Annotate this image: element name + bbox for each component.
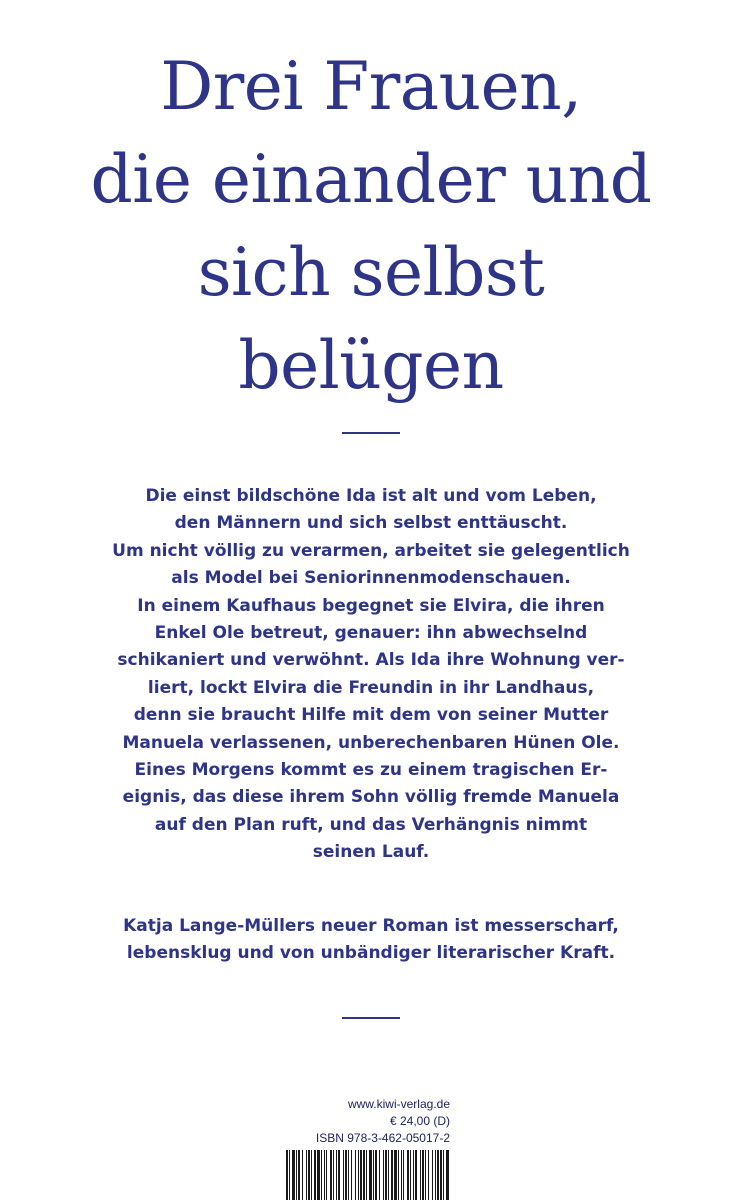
- price: € 24,00 (D): [389, 1114, 450, 1128]
- divider-bottom: [342, 1017, 400, 1019]
- isbn: ISBN 978-3-462-05017-2: [315, 1131, 450, 1145]
- blurb-line: Manuela verlassenen, unberechenbaren Hünen Ole.: [122, 732, 620, 753]
- tagline-text: [0, 913, 742, 968]
- headline-line: die einander und: [90, 141, 652, 218]
- blurb-line: Um nicht völlig zu verarmen, arbeitet sie gelegentlich: [112, 540, 630, 561]
- publisher-website: www.kiwi-verlag.de: [347, 1097, 450, 1111]
- blurb-line: In einem Kaufhaus begegnet sie Elvira, die ihren: [137, 595, 605, 616]
- headline-line: sich selbst: [197, 234, 545, 311]
- tagline-line: lebensklug und von unbändiger literarischer Kraft.: [126, 943, 616, 964]
- barcode: [286, 1150, 450, 1200]
- blurb-line: eignis, das diese ihrem Sohn völlig fremde Manuela: [122, 787, 620, 808]
- blurb-line: Eines Morgens kommt es zu einem tragischen Er-: [134, 760, 608, 781]
- divider-top: [342, 432, 400, 434]
- headline-line: belügen: [238, 327, 504, 404]
- blurb-line: Die einst bildschöne Ida ist alt und vom Leben,: [145, 486, 597, 506]
- blurb-line: den Männern und sich selbst enttäuscht.: [174, 513, 568, 534]
- blurb-line: schikaniert und verwöhnt. Als Ida ihre Wohnung ver-: [117, 650, 625, 671]
- blurb-line: auf den Plan ruft, und das Verhängnis nimmt: [154, 814, 588, 835]
- headline: [0, 40, 742, 412]
- blurb-line: denn sie braucht Hilfe mit dem von seiner Mutter: [133, 705, 609, 726]
- blurb-line: seinen Lauf.: [312, 842, 430, 863]
- blurb-text: [0, 483, 742, 867]
- headline-line: Drei Frauen,: [160, 48, 582, 125]
- tagline-line: Katja Lange-Müllers neuer Roman ist messerscharf,: [123, 916, 619, 936]
- imprint: [300, 1096, 450, 1147]
- blurb-line: liert, lockt Elvira die Freundin in ihr Landhaus,: [147, 677, 595, 698]
- blurb-line: Enkel Ole betreut, genauer: ihn abwechselnd: [154, 623, 588, 644]
- blurb-line: als Model bei Seniorinnenmodenschauen.: [171, 568, 571, 589]
